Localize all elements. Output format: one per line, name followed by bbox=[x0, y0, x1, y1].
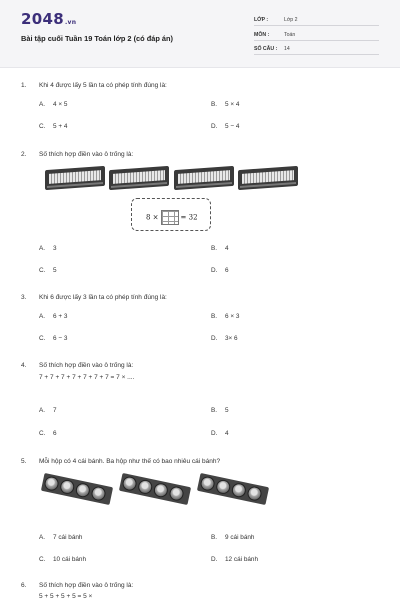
option-c[interactable] bbox=[39, 430, 57, 437]
option-text: 3× 6 bbox=[225, 335, 238, 342]
option-letter: C. bbox=[39, 267, 46, 274]
option-text: 6 × 3 bbox=[225, 313, 240, 320]
option-d[interactable] bbox=[211, 430, 229, 437]
question-number: 3. bbox=[21, 294, 27, 301]
question-expression: 5 + 5 + 5 + 5 = 5 × bbox=[39, 593, 93, 600]
meta-class bbox=[254, 16, 379, 26]
option-letter: B. bbox=[211, 407, 218, 414]
option-letter: A. bbox=[39, 101, 46, 108]
option-text: 7 cái bánh bbox=[53, 534, 83, 541]
question-text: Số thích hợp điền vào ô trống là: bbox=[39, 362, 134, 369]
equation bbox=[146, 210, 198, 225]
option-b[interactable] bbox=[211, 534, 255, 541]
option-a[interactable] bbox=[39, 534, 83, 541]
option-letter: D. bbox=[211, 267, 218, 274]
option-letter: D. bbox=[211, 430, 218, 437]
option-text: 6 − 3 bbox=[53, 335, 68, 342]
option-text: 6 bbox=[53, 430, 57, 437]
cookie-icon bbox=[168, 485, 185, 502]
cookie-icon bbox=[231, 482, 248, 499]
option-letter: C. bbox=[39, 556, 46, 563]
option-text: 5 bbox=[53, 267, 57, 274]
cookie-box-image bbox=[197, 473, 269, 505]
cookie-icon bbox=[59, 479, 76, 496]
equation-left: 8 × bbox=[146, 213, 159, 222]
question-number: 6. bbox=[21, 582, 27, 589]
option-text: 6 bbox=[225, 267, 229, 274]
abacus-image bbox=[45, 166, 105, 190]
meta-key: SỐ CÂU : bbox=[254, 46, 278, 52]
question-text: Khi 6 được lấy 3 lần ta có phép tính đúng là: bbox=[39, 294, 167, 301]
option-text: 4 bbox=[225, 245, 229, 252]
option-letter: B. bbox=[211, 101, 218, 108]
cookie-box-image bbox=[41, 473, 113, 505]
option-text: 5 + 4 bbox=[53, 123, 68, 130]
document-header bbox=[0, 0, 400, 68]
meta-key: LỚP : bbox=[254, 17, 269, 23]
option-a[interactable] bbox=[39, 101, 67, 108]
question-number: 4. bbox=[21, 362, 27, 369]
abacus-image bbox=[109, 166, 169, 190]
question-number: 2. bbox=[21, 151, 27, 158]
option-b[interactable] bbox=[211, 313, 239, 320]
question-text: Số thích hợp điền vào ô trống là: bbox=[39, 582, 134, 589]
option-text: 12 cái bánh bbox=[225, 556, 259, 563]
abacus-image bbox=[174, 166, 234, 190]
option-text: 5 bbox=[225, 407, 229, 414]
logo-suffix: .vn bbox=[64, 19, 77, 26]
abacus-image bbox=[238, 166, 298, 190]
option-letter: B. bbox=[211, 245, 218, 252]
document-title: Bài tập cuối Tuần 19 Toán lớp 2 (có đáp án) bbox=[21, 34, 173, 43]
option-letter: B. bbox=[211, 534, 218, 541]
option-b[interactable] bbox=[211, 101, 239, 108]
option-text: 9 cái bánh bbox=[225, 534, 255, 541]
option-letter: C. bbox=[39, 123, 46, 130]
option-letter: A. bbox=[39, 534, 46, 541]
option-letter: C. bbox=[39, 430, 46, 437]
question-number: 1. bbox=[21, 82, 27, 89]
option-a[interactable] bbox=[39, 407, 57, 414]
option-d[interactable] bbox=[211, 267, 229, 274]
cookie-box-image bbox=[119, 473, 191, 505]
option-text: 10 cái bánh bbox=[53, 556, 87, 563]
option-letter: D. bbox=[211, 556, 218, 563]
option-letter: D. bbox=[211, 123, 218, 130]
option-text: 5 − 4 bbox=[225, 123, 240, 130]
option-c[interactable] bbox=[39, 335, 67, 342]
cookie-icon bbox=[246, 485, 263, 502]
cookie-icon bbox=[90, 485, 107, 502]
cookie-icon bbox=[43, 475, 60, 492]
question-text: Mỗi hộp có 4 cái bánh. Ba hộp như thế có bao nhiêu cái bánh? bbox=[39, 458, 221, 465]
option-letter: A. bbox=[39, 245, 46, 252]
option-a[interactable] bbox=[39, 245, 57, 252]
option-d[interactable] bbox=[211, 556, 258, 563]
option-letter: B. bbox=[211, 313, 218, 320]
option-letter: A. bbox=[39, 407, 46, 414]
option-d[interactable] bbox=[211, 335, 238, 342]
site-logo[interactable] bbox=[21, 10, 76, 28]
cookie-icon bbox=[199, 475, 216, 492]
logo-text: 2048 bbox=[21, 10, 64, 28]
cookie-icon bbox=[215, 479, 232, 496]
option-text: 4 bbox=[225, 430, 229, 437]
option-c[interactable] bbox=[39, 556, 86, 563]
question-number: 5. bbox=[21, 458, 27, 465]
option-c[interactable] bbox=[39, 123, 67, 130]
option-text: 7 bbox=[53, 407, 57, 414]
option-c[interactable] bbox=[39, 267, 57, 274]
option-b[interactable] bbox=[211, 245, 229, 252]
option-letter: C. bbox=[39, 335, 46, 342]
question-expression: 7 + 7 + 7 + 7 + 7 + 7 + 7 = 7 × .... bbox=[39, 374, 135, 381]
cookie-icon bbox=[153, 482, 170, 499]
meta-value: Lớp 2 bbox=[284, 17, 298, 23]
meta-key: MÔN : bbox=[254, 32, 270, 38]
option-text: 6 + 3 bbox=[53, 313, 68, 320]
question-text: Số thích hợp điền vào ô trống là: bbox=[39, 151, 134, 158]
meta-value: Toán bbox=[284, 32, 296, 38]
cookie-icon bbox=[75, 482, 92, 499]
equation-right: = 32 bbox=[180, 213, 198, 222]
option-b[interactable] bbox=[211, 407, 229, 414]
option-d[interactable] bbox=[211, 123, 239, 130]
option-letter: D. bbox=[211, 335, 218, 342]
option-a[interactable] bbox=[39, 313, 67, 320]
blank-grid-input[interactable] bbox=[161, 210, 179, 225]
meta-question-count bbox=[254, 45, 379, 55]
option-text: 3 bbox=[53, 245, 57, 252]
meta-value: 14 bbox=[284, 46, 290, 52]
option-letter: A. bbox=[39, 313, 46, 320]
question-text: Khi 4 được lấy 5 lần ta có phép tính đúng là: bbox=[39, 82, 167, 89]
option-text: 4 × 5 bbox=[53, 101, 68, 108]
cookie-icon bbox=[137, 479, 154, 496]
meta-subject bbox=[254, 31, 379, 41]
cookie-icon bbox=[121, 475, 138, 492]
option-text: 5 × 4 bbox=[225, 101, 240, 108]
